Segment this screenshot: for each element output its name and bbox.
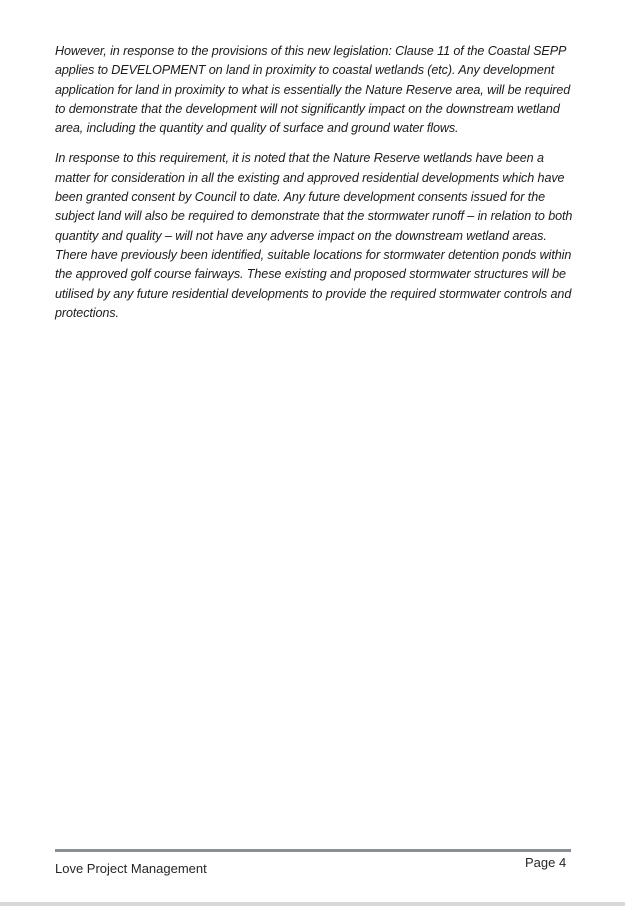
body-text: [55, 42, 577, 334]
paragraph-stormwater: In response to this requirement, it is noted that the Nature Reserve wetlands have been a matter for consideration in all the existing and approved residential developments which have been granted consent by Council to date. Any future development consents issued for the subject land will also be required to demonstrate that the stormwater runoff – in relation to both quantity and quality – will not have any adverse impact on the downstream wetland areas. There have previously been identified, suitable locations for stormwater detention ponds within the approved golf course fairways. These existing and proposed stormwater structures will be utilised by any future residential developments to provide the required stormwater controls and protections.: [55, 151, 573, 320]
footer-divider: [55, 849, 571, 852]
footer-page-number: Page 4: [525, 855, 567, 870]
paragraph-coastal-sepp: However, in response to the provisions of this new legislation: Clause 11 of the Coastal SEPP applies to DEVELOPMENT on land in proximity to coastal wetlands (etc). Any development application for land in proximity to what is essentially the Nature Reserve area, will be required to demonstrate that the development will not significantly impact on the downstream wetland area, including the quantity and quality of surface and ground water flows.: [55, 44, 571, 136]
page-bottom-edge: [0, 902, 625, 906]
footer-company-name: Love Project Management: [55, 861, 207, 876]
